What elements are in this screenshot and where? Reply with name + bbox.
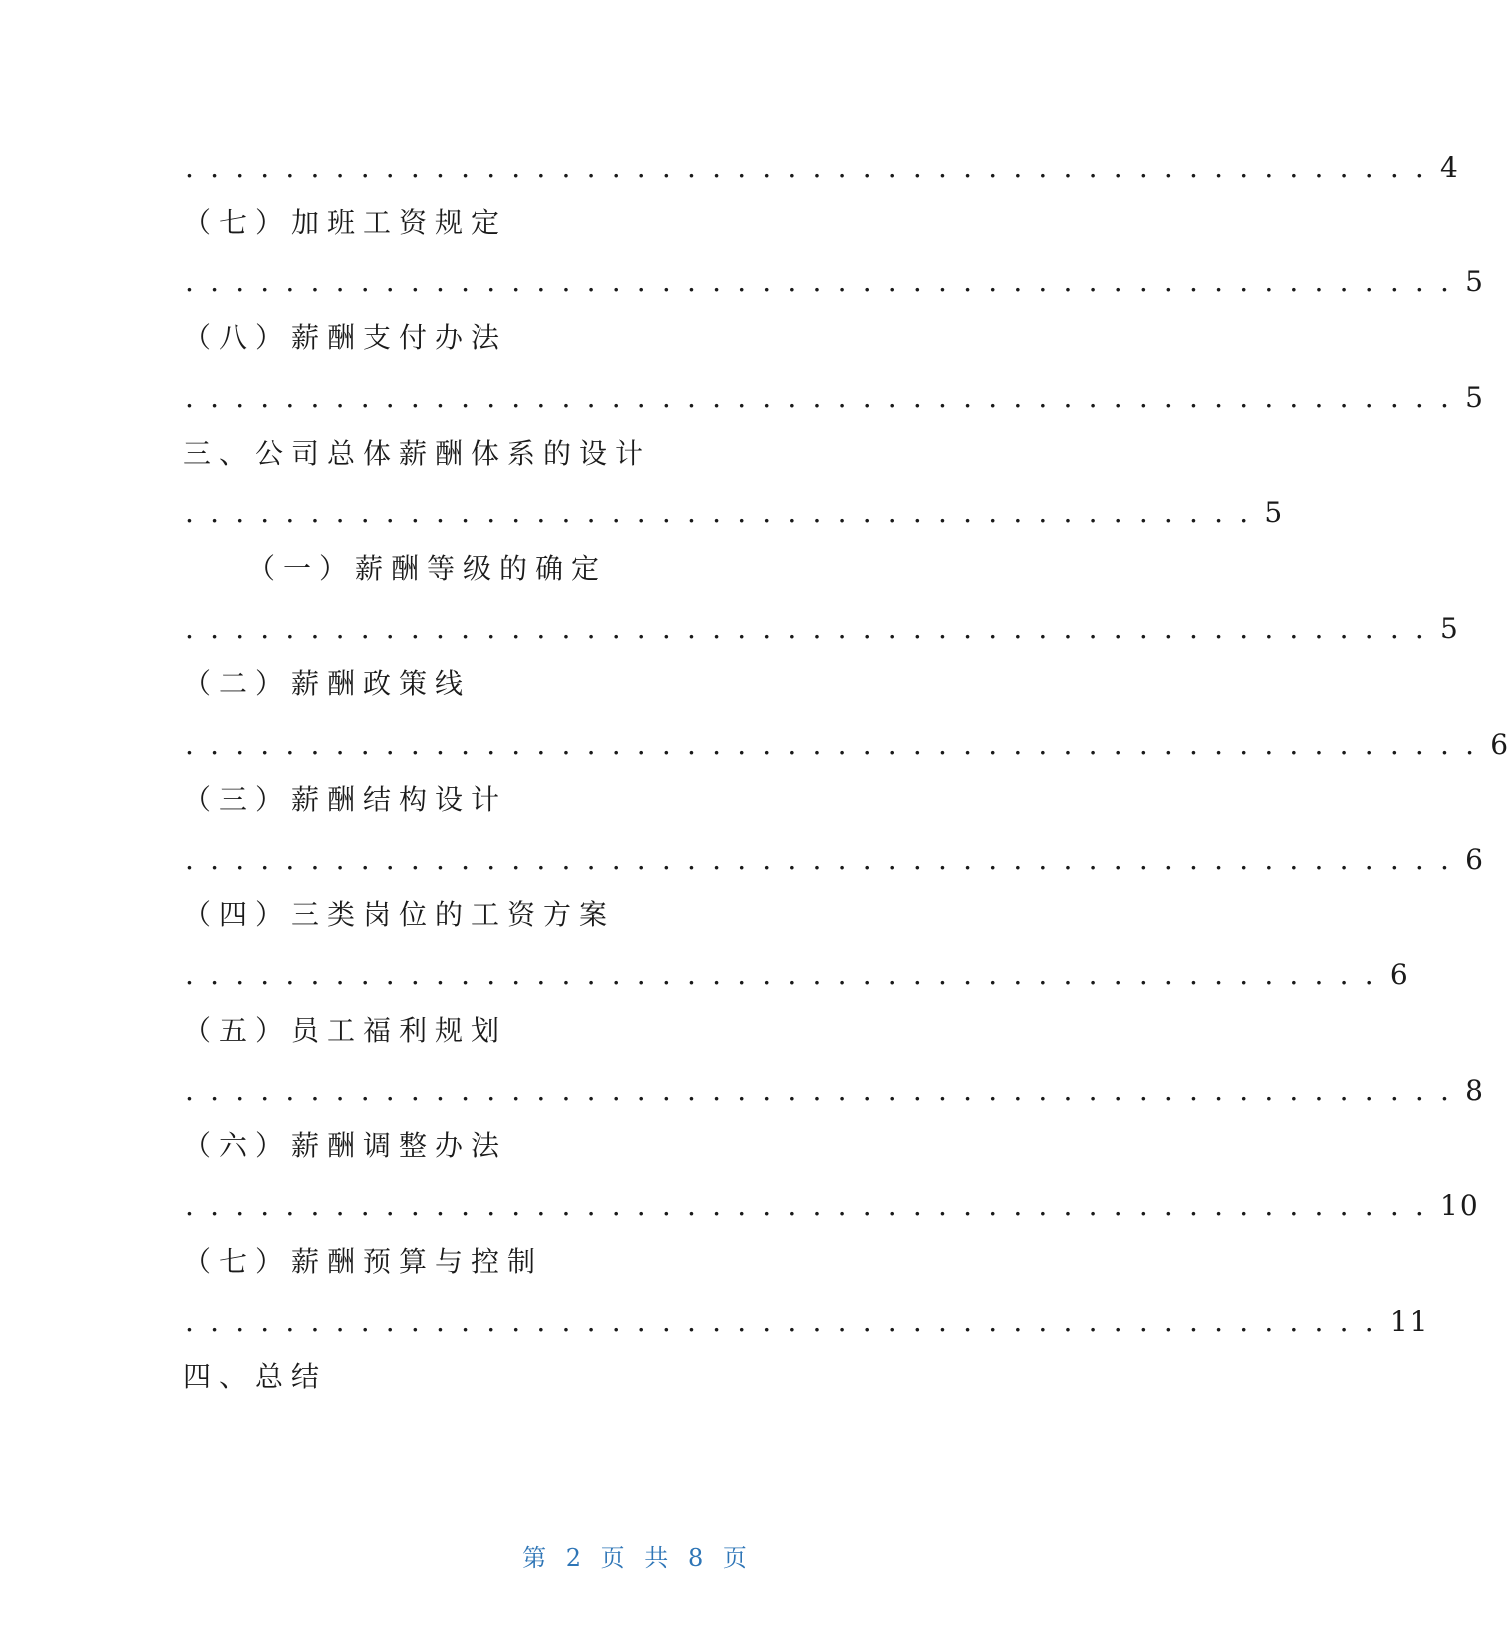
- toc-leader-row: [185, 725, 1510, 765]
- toc-heading: 三、公司总体薪酬体系的设计: [183, 437, 652, 470]
- toc-leader-dots: ..................................................: [185, 1189, 1441, 1222]
- toc-leader-dots: ................................................: [185, 1305, 1390, 1338]
- toc-page-number: 6: [1465, 843, 1485, 876]
- toc-leader-dots: ...................................................: [185, 381, 1466, 414]
- toc-leader-row: [185, 1071, 1485, 1111]
- page-footer: 第 2 页 共 8 页: [522, 1544, 753, 1572]
- toc-page-number: 5: [1440, 612, 1460, 645]
- toc-page-number: 5: [1465, 265, 1485, 298]
- toc-heading: （四）三类岗位的工资方案: [183, 898, 616, 931]
- toc-leader-dots: ..................................................: [185, 612, 1441, 645]
- toc-leader-row: [185, 262, 1485, 302]
- toc-page-number: 8: [1465, 1074, 1485, 1107]
- toc-leader-dots: ...................................................: [185, 265, 1466, 298]
- toc-heading: 四、总结: [183, 1360, 328, 1393]
- toc-leader-row: [185, 493, 1284, 533]
- toc-page-number: 6: [1490, 728, 1510, 761]
- toc-page-number: 11: [1389, 1305, 1430, 1338]
- toc-leader-row: [185, 609, 1460, 649]
- toc-heading: （三）薪酬结构设计: [183, 783, 508, 816]
- toc-page-number: 10: [1440, 1189, 1480, 1222]
- toc-leader-row: [185, 1302, 1429, 1342]
- toc-heading: （二）薪酬政策线: [183, 667, 472, 700]
- toc-page-number: 5: [1264, 496, 1285, 529]
- toc-heading: （五）员工福利规划: [183, 1014, 508, 1047]
- toc-page-number: 4: [1440, 151, 1460, 184]
- toc-leader-row: [185, 1186, 1480, 1226]
- toc-heading: （一）薪酬等级的确定: [247, 552, 608, 585]
- toc-heading: （八）薪酬支付办法: [183, 321, 508, 354]
- toc-page-number: 6: [1389, 958, 1410, 991]
- toc-leader-dots: ....................................................: [185, 728, 1491, 761]
- toc-leader-row: [185, 955, 1410, 995]
- toc-leader-dots: ...........................................: [185, 496, 1265, 529]
- toc-leader-row: [185, 378, 1485, 418]
- toc-leader-dots: ...................................................: [185, 1074, 1466, 1107]
- toc-heading: （七）加班工资规定: [183, 206, 508, 239]
- toc-heading: （六）薪酬调整办法: [183, 1129, 508, 1162]
- toc-leader-dots: ..................................................: [185, 151, 1441, 184]
- toc-leader-dots: ...................................................: [185, 843, 1466, 876]
- toc-heading: （七）薪酬预算与控制: [183, 1245, 544, 1278]
- toc-leader-row: [185, 148, 1460, 188]
- toc-page-number: 5: [1465, 381, 1485, 414]
- toc-leader-row: [185, 840, 1485, 880]
- toc-leader-dots: ................................................: [185, 958, 1390, 991]
